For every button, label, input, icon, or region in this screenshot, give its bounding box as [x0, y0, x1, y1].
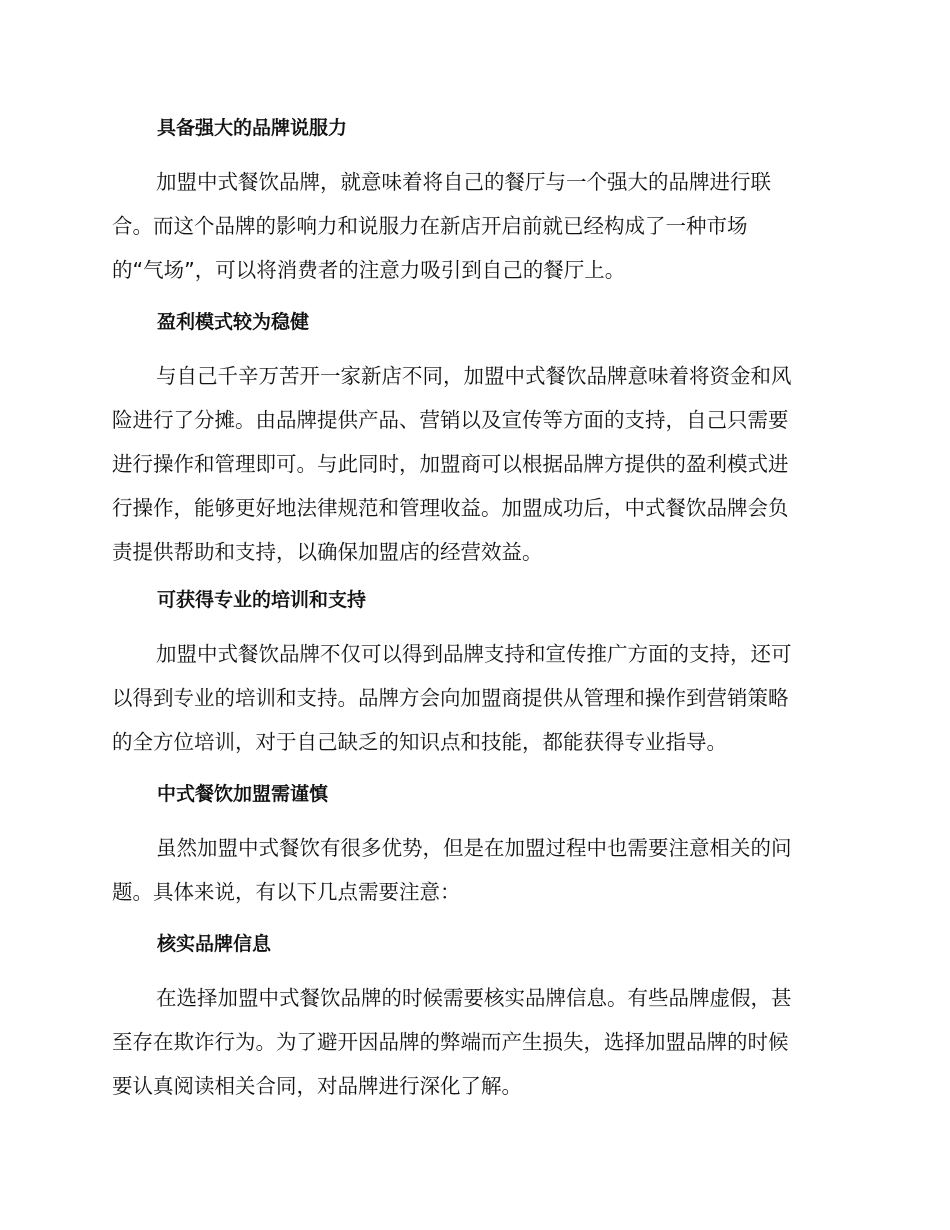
paragraph-line: 至存在欺诈行为。为了避开因品牌的弊端而产生损失，选择加盟品牌的时候: [112, 1030, 789, 1054]
paragraph-line: 加盟中式餐饮品牌，就意味着将自己的餐厅与一个强大的品牌进行联: [156, 170, 771, 194]
paragraph-line: 加盟中式餐饮品牌不仅可以得到品牌支持和宣传推广方面的支持，还可: [156, 642, 792, 666]
section-heading-caution: 中式餐饮加盟需谨慎: [157, 783, 329, 805]
section-paragraph-brand-persuasion: [112, 160, 832, 292]
paragraph-line: 险进行了分摊。由品牌提供产品、营销以及宣传等方面的支持，自己只需要: [112, 408, 789, 432]
paragraph-line: 进行操作和管理即可。与此同时，加盟商可以根据品牌方提供的盈利模式进: [112, 452, 789, 476]
section-heading-training-support: 可获得专业的培训和支持: [157, 589, 367, 611]
paragraph-line: 合。而这个品牌的影响力和说服力在新店开启前就已经构成了一种市场: [112, 214, 748, 238]
section-paragraph-verify-brand: [112, 976, 832, 1108]
section-paragraph-training-support: [112, 632, 832, 764]
section-heading-profit-model: 盈利模式较为稳健: [157, 311, 310, 333]
paragraph-line: 在选择加盟中式餐饮品牌的时候需要核实品牌信息。有些品牌虚假，甚: [156, 986, 792, 1010]
section-paragraph-profit-model: [112, 354, 832, 574]
paragraph-line: 责提供帮助和支持，以确保加盟店的经营效益。: [112, 540, 543, 564]
paragraph-line: 与自己千辛万苦开一家新店不同，加盟中式餐饮品牌意味着将资金和风: [156, 364, 792, 388]
paragraph-line: 行操作，能够更好地法律规范和管理收益。加盟成功后，中式餐饮品牌会负: [112, 496, 789, 520]
section-paragraph-caution: [112, 826, 832, 914]
section-heading-verify-brand: 核实品牌信息: [157, 933, 272, 955]
paragraph-line: 要认真阅读相关合同，对品牌进行深化了解。: [112, 1074, 522, 1098]
paragraph-line: 的全方位培训，对于自己缺乏的知识点和技能，都能获得专业指导。: [112, 730, 727, 754]
paragraph-line: 虽然加盟中式餐饮有很多优势，但是在加盟过程中也需要注意相关的问: [156, 836, 792, 860]
paragraph-line: 题。具体来说，有以下几点需要注意：: [112, 880, 461, 904]
paragraph-line: 的“气场”，可以将消费者的注意力吸引到自己的餐厅上。: [112, 258, 626, 282]
paragraph-line: 以得到专业的培训和支持。品牌方会向加盟商提供从管理和操作到营销策略: [112, 686, 789, 710]
section-heading-brand-persuasion: 具备强大的品牌说服力: [157, 117, 348, 139]
